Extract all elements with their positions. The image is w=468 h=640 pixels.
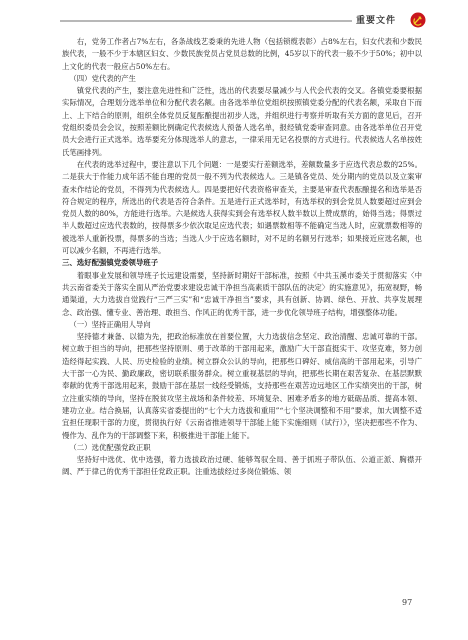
- page-number: 97: [402, 598, 413, 607]
- party-emblem-icon: [410, 12, 426, 28]
- body-paragraph: 在代表的选举过程中，要注意以下几个问题：一是要实行差额选举，差额数量多于应选代表总数的25%。二是获大于作能力成年活不能自理的党员一般不列为代表候选人。三是镇各党员、处分期内的党员以及立案审查未作结论的党员，不得列为代表候选人。四是要把好代表资格审查关，主要是审查代表酝酿提名和选举是否符合规定的程序，所选出的代表是否符合条件。五是进行正式选举时，有选举权的到会党员人数要超过应到会党员人数的80%，方能进行选举。六是候选人获得实到会有选举权人数半数以上赞成票的，始得当选；得票过半人数超过应选代表数的，按得票多少依次取足应选代表；如遇票数相等不能确定当选人时，应就票数相等的被选举人重新投票，得票多的当选；当选人少于应选名额时，对不足的名额另行选举；如果接近应选名额，也可以减少名额，不再进行选举。: [62, 159, 422, 256]
- body-paragraph: 坚持好中选优、优中选强，着力选拔政治过硬、能够驾驭全局、善于抓班子带队伍、公道正派、胸襟开阔、严于律己的优秀干部担任党政正职。注重选拔经过多岗位锻炼、领: [62, 455, 422, 477]
- subsection-heading: （四）党代表的产生: [69, 73, 136, 83]
- body-paragraph: 着眼事业发展和领导班子长远建设需要，坚持新时期好干部标准，按照《中共玉溪市委关于贯彻落实〈中共云南省委关于落实全面从严治党要求建设忠诚干净担当高素质干部队伍的决定〉的实施意见》，拓宽视野，畅通渠道，大力选拔自觉践行“三严三实”和“忠诚干净担当”要求，具有创新、协调、绿色、开放、共享发展理念、政治强、懂专业、善治理、敢担当、作风正的优秀干部，进一步优化领导班子结构，增强整体功能。: [62, 270, 422, 317]
- body-paragraph: 右，党务工作者占7%左右，各条战线艺委秉的先进人物（包括锁缆表彰）占8%左右，妇女代表和少数民族代表，一般不少于本辖区妇女、少数民族党员占党员总数的比例，45岁以下的代表一般不少于50%；初中以上文化的代表一般应占50%左右。: [62, 37, 422, 71]
- running-header: [0, 12, 468, 32]
- subsection-heading: （二）选优配强党政正职: [69, 442, 151, 452]
- subsection-heading: （一）坚持正确用人导向: [69, 319, 151, 329]
- document-body: [62, 36, 422, 479]
- header-rule: [60, 20, 352, 22]
- body-paragraph: 镇党代表的产生，要注意先进性和广泛性，选出的代表要尽量减少与人代会代表的交叉。各镇党委要根据实际情况，合理划分选举单位和分配代表名额。由各选举单位党组织按照镇党委分配的代表名额，采取自下而上、上下结合的原则，组织全体党员反复酝酿提出初步人选，并组织进行考察并听取有关方面的意见后，召开党组织委员会会议，按照差额比例确定代表候选人预备人选名单，报经镇党委审查同意。由各选举单位召开党员大会进行正式选举。选举要充分体现选举人的意志，一律采用无记名投票的方式进行。代表候选人名单按姓氏笔画排列。: [62, 86, 422, 157]
- header-label: 重要文件: [356, 16, 397, 26]
- section-heading: 三、选好配强镇党委领导班子: [62, 258, 159, 268]
- body-paragraph: 坚持德才兼备、以德为先，把政治标准放在首要位置，大力选拔信念坚定、政治清醒、忠诚可靠的干部。树立敢于担当的导向，把那些坚持原则、勇于改革的干部用起来，激励广大干部直挺实干、攻坚克难，努力创造经得起实践、人民、历史检验的业绩。树立群众公认的导向，把那些口碑好、威信高的干部用起来，引导广大干部一心为民、勤政廉政，密切联系服务群众。树立重视基层的导向，把那些长期在艰苦复杂、在基层默默奉献的优秀干部选用起来，鼓励干部在基层一线经受锻炼，支持那些在艰苦边远地区工作实绩突出的干部，树立注重实绩的导向，坚持在脱贫攻坚主战场和条件较差、环境复杂、困难矛盾多的地方砥砺品质、提高本领、建功立业。结合换届，认真落实省委提出的“七个大力选拔和重用”“七个坚决调整和不用”要求，加大调整不适宜担任现职干部的力度，贯彻执行好《云南省推进领导干部能上能下实施细则（试行）》，坚决把那些不作为、慢作为、乱作为的干部调整下来，积极推进干部能上能下。: [62, 332, 422, 440]
